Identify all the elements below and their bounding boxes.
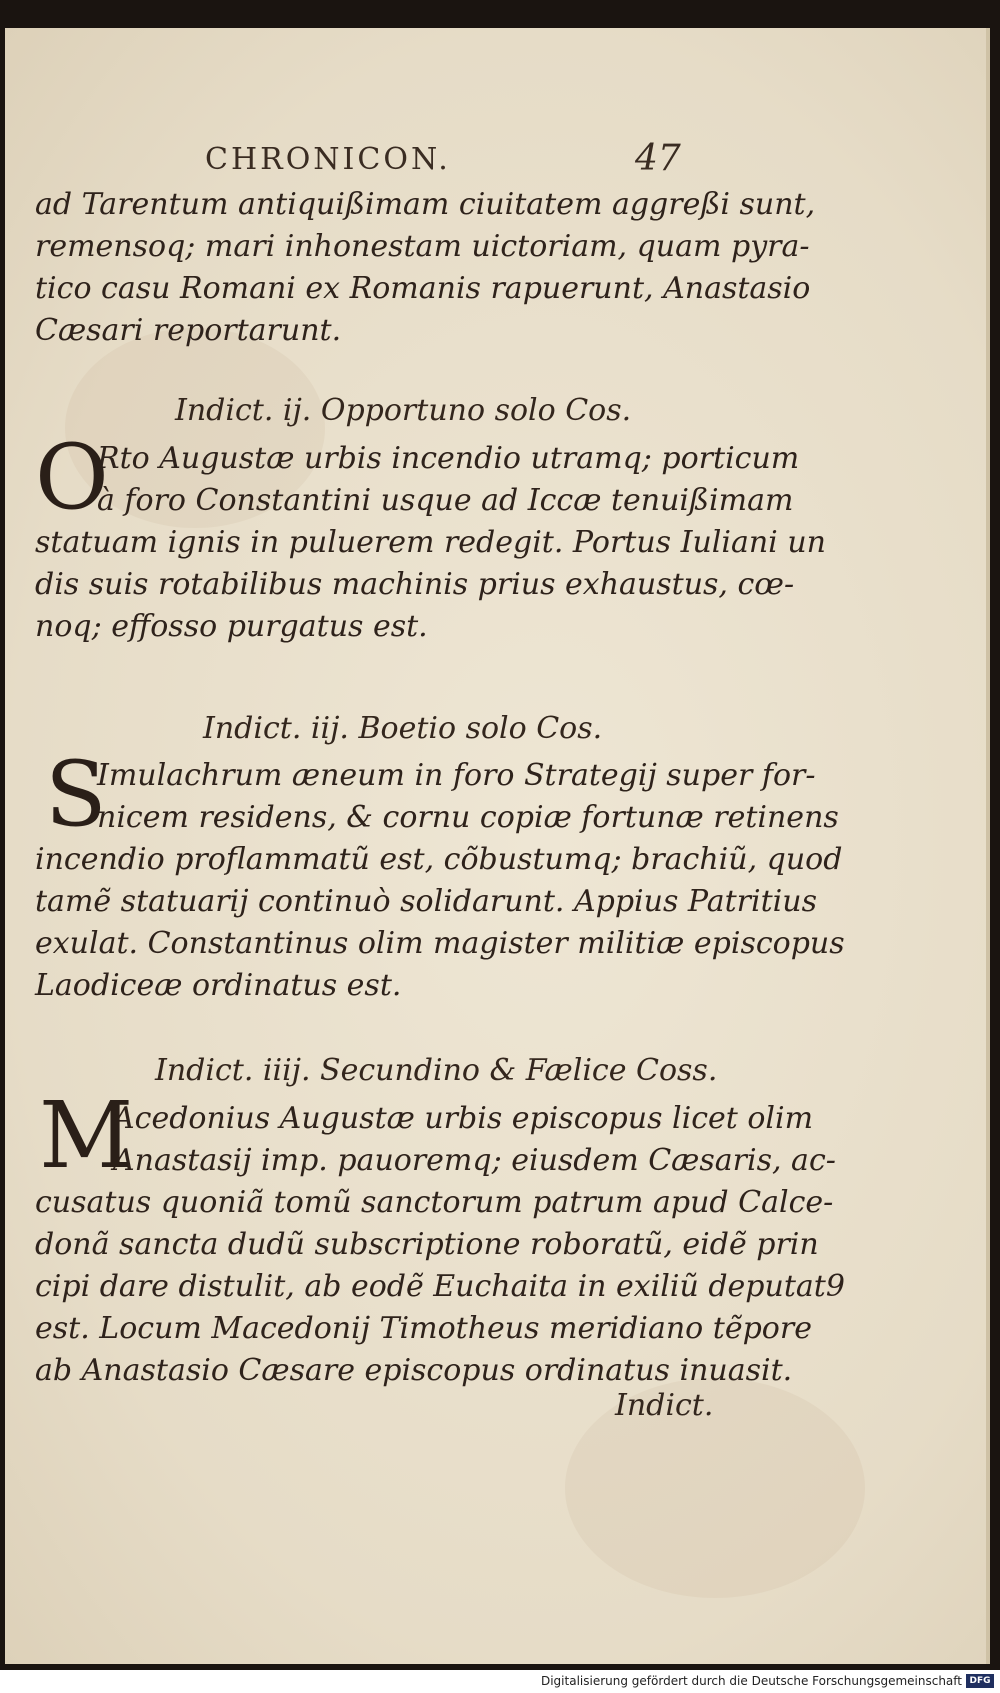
text-line: cipi dare distulit, ab eodẽ Euchaita in exiliũ deputat9 — [35, 1269, 845, 1304]
text-line: dis suis rotabilibus machinis prius exhaustus, cœ- — [35, 567, 795, 602]
book-page — [5, 28, 990, 1664]
text-line: cusatus quoniã tomũ sanctorum patrum apud Calce- — [35, 1185, 834, 1220]
text-line: Cæsari reportarunt. — [35, 313, 342, 348]
text-line: ab Anastasio Cæsare episcopus ordinatus inuasit. — [35, 1353, 793, 1388]
drop-initial: O — [35, 425, 109, 530]
section-rubric: Indict. iij. Boetio solo Cos. — [203, 711, 603, 746]
text-line: nicem residens, & cornu copiæ fortunæ retinens — [97, 800, 839, 835]
text-line: statuam ignis in puluerem redegit. Portus Iuliani un — [35, 525, 826, 560]
text-line: Acedonius Augustæ urbis episcopus licet olim — [113, 1101, 814, 1136]
drop-initial: M — [39, 1082, 134, 1189]
text-line: Laodiceæ ordinatus est. — [35, 968, 402, 1003]
text-line: tico casu Romani ex Romanis rapuerunt, Anastasio — [35, 271, 811, 306]
dfg-logo-icon: DFG — [966, 1674, 994, 1688]
footer-credit: Digitalisierung gefördert durch die Deutsche Forschungsgemeinschaft — [540, 1674, 962, 1688]
text-line: remensoq; mari inhonestam uictoriam, quam pyra- — [35, 229, 810, 264]
section-paragraph — [35, 425, 826, 648]
continuation-paragraph — [35, 184, 816, 352]
section-rubric: Indict. iiij. Secundino & Fælice Coss. — [155, 1053, 718, 1088]
text-line: tamẽ statuarij continuò solidarunt. Appius Patritius — [35, 884, 817, 919]
text-line: est. Locum Macedonij Timotheus meridiano tẽpore — [35, 1311, 812, 1346]
text-line: exulat. Constantinus olim magister militiæ episcopus — [35, 926, 845, 961]
text-line: Anastasij imp. pauoremq; eiusdem Cæsaris, ac- — [113, 1143, 836, 1178]
text-line: ad Tarentum antiquißimam ciuitatem aggreßi sunt, — [35, 187, 816, 222]
section-rubric: Indict. ij. Opportuno solo Cos. — [175, 393, 632, 428]
text-line: noq; effosso purgatus est. — [35, 609, 428, 644]
digitization-footer — [0, 1671, 1000, 1693]
text-line: Rto Augustæ urbis incendio utramq; porticum — [97, 441, 800, 476]
text-line: Imulachrum æneum in foro Strategij super for- — [97, 758, 816, 793]
running-head: CHRONICON. — [205, 142, 451, 177]
drop-initial: S — [45, 742, 107, 847]
text-line: incendio proflammatũ est, cõbustumq; brachiũ, quod — [35, 842, 843, 877]
paper-stain — [565, 1378, 865, 1598]
page-number: 47 — [635, 138, 681, 179]
text-line: à foro Constantini usque ad Iccæ tenuißimam — [97, 483, 794, 518]
catchword: Indict. — [615, 1388, 714, 1423]
page-header — [35, 124, 725, 184]
text-line: donã sancta dudũ subscriptione roboratũ, eidẽ prin — [35, 1227, 819, 1262]
section-paragraph — [35, 742, 845, 1007]
section-paragraph — [35, 1082, 845, 1392]
